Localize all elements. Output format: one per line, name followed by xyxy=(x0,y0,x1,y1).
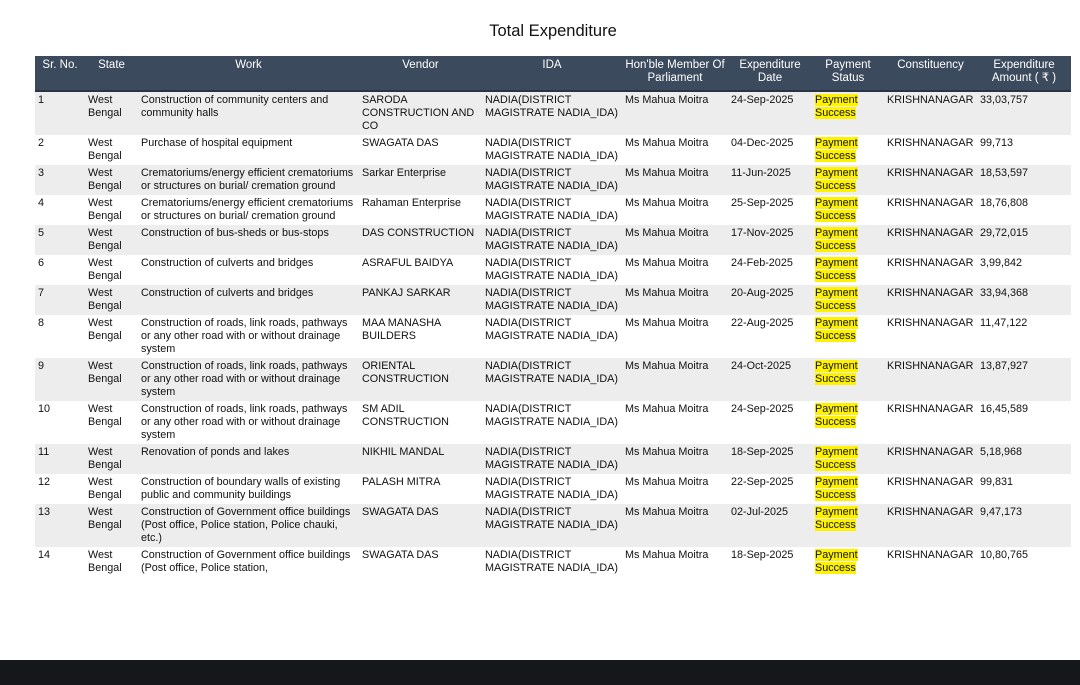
cell-sr-no: 6 xyxy=(35,255,85,285)
cell-sr-no: 7 xyxy=(35,285,85,315)
cell-vendor: ORIENTAL CONSTRUCTION xyxy=(359,358,482,401)
cell-work: Construction of bus-sheds or bus-stops xyxy=(138,225,359,255)
payment-status-badge: Payment Success xyxy=(815,403,858,428)
cell-expenditure-amount: 13,87,927 xyxy=(977,358,1071,401)
cell-vendor: ASRAFUL BAIDYA xyxy=(359,255,482,285)
payment-status-badge: Payment Success xyxy=(815,167,858,192)
table-row xyxy=(35,315,1071,358)
cell-state: West Bengal xyxy=(85,225,138,255)
payment-status-badge: Payment Success xyxy=(815,197,858,222)
cell-payment-status xyxy=(812,358,884,401)
cell-expenditure-date: 24-Sep-2025 xyxy=(728,401,812,444)
cell-state: West Bengal xyxy=(85,401,138,444)
cell-expenditure-date: 24-Oct-2025 xyxy=(728,358,812,401)
cell-payment-status xyxy=(812,165,884,195)
table-row xyxy=(35,285,1071,315)
cell-member-of-parliament: Ms Mahua Moitra xyxy=(622,195,728,225)
cell-ida: NADIA(DISTRICT MAGISTRATE NADIA_IDA) xyxy=(482,255,622,285)
cell-expenditure-date: 22-Sep-2025 xyxy=(728,474,812,504)
cell-member-of-parliament: Ms Mahua Moitra xyxy=(622,255,728,285)
page-title: Total Expenditure xyxy=(489,22,617,40)
cell-work: Construction of Government office buildings (Post office, Police station, Police chauki, etc.) xyxy=(138,504,359,547)
col-header-constituency: Constituency xyxy=(884,56,977,91)
cell-vendor: SWAGATA DAS xyxy=(359,135,482,165)
table-row xyxy=(35,165,1071,195)
cell-payment-status xyxy=(812,401,884,444)
cell-member-of-parliament: Ms Mahua Moitra xyxy=(622,504,728,547)
cell-member-of-parliament: Ms Mahua Moitra xyxy=(622,358,728,401)
cell-member-of-parliament: Ms Mahua Moitra xyxy=(622,225,728,255)
cell-constituency: KRISHNANAGAR xyxy=(884,91,977,135)
table-row xyxy=(35,255,1071,285)
col-header-ida: IDA xyxy=(482,56,622,91)
cell-state: West Bengal xyxy=(85,444,138,474)
cell-member-of-parliament: Ms Mahua Moitra xyxy=(622,285,728,315)
cell-constituency: KRISHNANAGAR xyxy=(884,225,977,255)
cell-state: West Bengal xyxy=(85,358,138,401)
cell-work: Construction of roads, link roads, pathways or any other road with or without drainage system xyxy=(138,401,359,444)
cell-work: Construction of roads, link roads, pathways or any other road with or without drainage system xyxy=(138,315,359,358)
cell-constituency: KRISHNANAGAR xyxy=(884,135,977,165)
cell-work: Construction of culverts and bridges xyxy=(138,285,359,315)
cell-state: West Bengal xyxy=(85,195,138,225)
cell-state: West Bengal xyxy=(85,91,138,135)
cell-work: Crematoriums/energy efficient crematoriums or structures on burial/ cremation ground xyxy=(138,165,359,195)
cell-vendor: NIKHIL MANDAL xyxy=(359,444,482,474)
cell-ida: NADIA(DISTRICT MAGISTRATE NADIA_IDA) xyxy=(482,315,622,358)
cell-expenditure-amount: 10,80,765 xyxy=(977,547,1071,577)
cell-expenditure-amount: 33,94,368 xyxy=(977,285,1071,315)
cell-state: West Bengal xyxy=(85,547,138,577)
cell-ida: NADIA(DISTRICT MAGISTRATE NADIA_IDA) xyxy=(482,91,622,135)
cell-expenditure-date: 20-Aug-2025 xyxy=(728,285,812,315)
payment-status-badge: Payment Success xyxy=(815,446,858,471)
col-header-member-of-parliament: Hon'ble Member Of Parliament xyxy=(622,56,728,91)
cell-member-of-parliament: Ms Mahua Moitra xyxy=(622,315,728,358)
cell-payment-status xyxy=(812,547,884,577)
cell-work: Purchase of hospital equipment xyxy=(138,135,359,165)
cell-member-of-parliament: Ms Mahua Moitra xyxy=(622,135,728,165)
cell-expenditure-amount: 18,53,597 xyxy=(977,165,1071,195)
cell-payment-status xyxy=(812,225,884,255)
cell-sr-no: 8 xyxy=(35,315,85,358)
cell-work: Crematoriums/energy efficient crematoriums or structures on burial/ cremation ground xyxy=(138,195,359,225)
table-row xyxy=(35,401,1071,444)
cell-member-of-parliament: Ms Mahua Moitra xyxy=(622,165,728,195)
cell-payment-status xyxy=(812,285,884,315)
cell-constituency: KRISHNANAGAR xyxy=(884,401,977,444)
cell-work: Construction of culverts and bridges xyxy=(138,255,359,285)
cell-sr-no: 13 xyxy=(35,504,85,547)
cell-expenditure-amount: 99,831 xyxy=(977,474,1071,504)
cell-expenditure-amount: 18,76,808 xyxy=(977,195,1071,225)
cell-expenditure-amount: 33,03,757 xyxy=(977,91,1071,135)
cell-vendor: PALASH MITRA xyxy=(359,474,482,504)
cell-sr-no: 5 xyxy=(35,225,85,255)
table-header-row xyxy=(35,56,1071,91)
cell-ida: NADIA(DISTRICT MAGISTRATE NADIA_IDA) xyxy=(482,285,622,315)
col-header-expenditure-amount: Expenditure Amount ( ₹ ) xyxy=(977,56,1071,91)
payment-status-badge: Payment Success xyxy=(815,94,858,119)
cell-member-of-parliament: Ms Mahua Moitra xyxy=(622,401,728,444)
cell-member-of-parliament: Ms Mahua Moitra xyxy=(622,474,728,504)
cell-payment-status xyxy=(812,255,884,285)
col-header-expenditure-date: Expenditure Date xyxy=(728,56,812,91)
cell-expenditure-amount: 3,99,842 xyxy=(977,255,1071,285)
cell-payment-status xyxy=(812,135,884,165)
cell-state: West Bengal xyxy=(85,504,138,547)
cell-vendor: PANKAJ SARKAR xyxy=(359,285,482,315)
cell-work: Construction of Government office buildings (Post office, Police station, xyxy=(138,547,359,577)
payment-status-badge: Payment Success xyxy=(815,476,858,501)
table-row xyxy=(35,225,1071,255)
cell-ida: NADIA(DISTRICT MAGISTRATE NADIA_IDA) xyxy=(482,135,622,165)
table-row xyxy=(35,504,1071,547)
cell-constituency: KRISHNANAGAR xyxy=(884,547,977,577)
table-row xyxy=(35,474,1071,504)
cell-expenditure-date: 17-Nov-2025 xyxy=(728,225,812,255)
cell-payment-status xyxy=(812,504,884,547)
cell-work: Construction of roads, link roads, pathways or any other road with or without drainage system xyxy=(138,358,359,401)
payment-status-badge: Payment Success xyxy=(815,317,858,342)
table-body xyxy=(35,91,1071,577)
expenditure-table xyxy=(35,56,1071,577)
cell-ida: NADIA(DISTRICT MAGISTRATE NADIA_IDA) xyxy=(482,358,622,401)
cell-expenditure-date: 25-Sep-2025 xyxy=(728,195,812,225)
cell-payment-status xyxy=(812,315,884,358)
cell-state: West Bengal xyxy=(85,165,138,195)
payment-status-badge: Payment Success xyxy=(815,257,858,282)
cell-member-of-parliament: Ms Mahua Moitra xyxy=(622,547,728,577)
cell-ida: NADIA(DISTRICT MAGISTRATE NADIA_IDA) xyxy=(482,547,622,577)
cell-state: West Bengal xyxy=(85,285,138,315)
cell-payment-status xyxy=(812,195,884,225)
cell-state: West Bengal xyxy=(85,474,138,504)
cell-expenditure-date: 24-Sep-2025 xyxy=(728,91,812,135)
cell-vendor: Rahaman Enterprise xyxy=(359,195,482,225)
cell-member-of-parliament: Ms Mahua Moitra xyxy=(622,444,728,474)
cell-constituency: KRISHNANAGAR xyxy=(884,255,977,285)
payment-status-badge: Payment Success xyxy=(815,137,858,162)
col-header-state: State xyxy=(85,56,138,91)
cell-vendor: SWAGATA DAS xyxy=(359,547,482,577)
cell-vendor: MAA MANASHA BUILDERS xyxy=(359,315,482,358)
col-header-sr-no: Sr. No. xyxy=(35,56,85,91)
cell-expenditure-amount: 9,47,173 xyxy=(977,504,1071,547)
cell-expenditure-amount: 16,45,589 xyxy=(977,401,1071,444)
cell-expenditure-amount: 99,713 xyxy=(977,135,1071,165)
table-row xyxy=(35,91,1071,135)
table-row xyxy=(35,195,1071,225)
cell-state: West Bengal xyxy=(85,255,138,285)
cell-expenditure-date: 02-Jul-2025 xyxy=(728,504,812,547)
cell-payment-status xyxy=(812,91,884,135)
cell-expenditure-date: 22-Aug-2025 xyxy=(728,315,812,358)
cell-vendor: DAS CONSTRUCTION xyxy=(359,225,482,255)
cell-payment-status xyxy=(812,444,884,474)
cell-ida: NADIA(DISTRICT MAGISTRATE NADIA_IDA) xyxy=(482,504,622,547)
payment-status-badge: Payment Success xyxy=(815,506,858,531)
cell-sr-no: 4 xyxy=(35,195,85,225)
cell-sr-no: 12 xyxy=(35,474,85,504)
cell-sr-no: 9 xyxy=(35,358,85,401)
cell-sr-no: 2 xyxy=(35,135,85,165)
cell-constituency: KRISHNANAGAR xyxy=(884,285,977,315)
cell-constituency: KRISHNANAGAR xyxy=(884,165,977,195)
cell-member-of-parliament: Ms Mahua Moitra xyxy=(622,91,728,135)
cell-sr-no: 11 xyxy=(35,444,85,474)
table-row xyxy=(35,135,1071,165)
cell-expenditure-date: 11-Jun-2025 xyxy=(728,165,812,195)
cell-constituency: KRISHNANAGAR xyxy=(884,358,977,401)
cell-expenditure-date: 24-Feb-2025 xyxy=(728,255,812,285)
cell-constituency: KRISHNANAGAR xyxy=(884,474,977,504)
cell-vendor: SARODA CONSTRUCTION AND CO xyxy=(359,91,482,135)
table-row xyxy=(35,444,1071,474)
col-header-vendor: Vendor xyxy=(359,56,482,91)
cell-expenditure-date: 04-Dec-2025 xyxy=(728,135,812,165)
payment-status-badge: Payment Success xyxy=(815,227,858,252)
cell-constituency: KRISHNANAGAR xyxy=(884,444,977,474)
cell-ida: NADIA(DISTRICT MAGISTRATE NADIA_IDA) xyxy=(482,225,622,255)
cell-expenditure-amount: 29,72,015 xyxy=(977,225,1071,255)
cell-ida: NADIA(DISTRICT MAGISTRATE NADIA_IDA) xyxy=(482,401,622,444)
cell-vendor: SM ADIL CONSTRUCTION xyxy=(359,401,482,444)
cell-ida: NADIA(DISTRICT MAGISTRATE NADIA_IDA) xyxy=(482,165,622,195)
col-header-work: Work xyxy=(138,56,359,91)
cell-state: West Bengal xyxy=(85,315,138,358)
cell-state: West Bengal xyxy=(85,135,138,165)
cell-payment-status xyxy=(812,474,884,504)
cell-work: Construction of community centers and community halls xyxy=(138,91,359,135)
cell-sr-no: 1 xyxy=(35,91,85,135)
cell-constituency: KRISHNANAGAR xyxy=(884,195,977,225)
cell-constituency: KRISHNANAGAR xyxy=(884,504,977,547)
col-header-payment-status: Payment Status xyxy=(812,56,884,91)
cell-ida: NADIA(DISTRICT MAGISTRATE NADIA_IDA) xyxy=(482,474,622,504)
cell-expenditure-date: 18-Sep-2025 xyxy=(728,547,812,577)
cell-vendor: Sarkar Enterprise xyxy=(359,165,482,195)
cell-sr-no: 14 xyxy=(35,547,85,577)
cell-ida: NADIA(DISTRICT MAGISTRATE NADIA_IDA) xyxy=(482,444,622,474)
payment-status-badge: Payment Success xyxy=(815,549,858,574)
cell-constituency: KRISHNANAGAR xyxy=(884,315,977,358)
cell-ida: NADIA(DISTRICT MAGISTRATE NADIA_IDA) xyxy=(482,195,622,225)
payment-status-badge: Payment Success xyxy=(815,287,858,312)
cell-vendor: SWAGATA DAS xyxy=(359,504,482,547)
cell-sr-no: 3 xyxy=(35,165,85,195)
bottom-bar xyxy=(0,660,1080,685)
table-row xyxy=(35,547,1071,577)
cell-work: Construction of boundary walls of existing public and community buildings xyxy=(138,474,359,504)
cell-work: Renovation of ponds and lakes xyxy=(138,444,359,474)
cell-expenditure-amount: 11,47,122 xyxy=(977,315,1071,358)
cell-sr-no: 10 xyxy=(35,401,85,444)
cell-expenditure-amount: 5,18,968 xyxy=(977,444,1071,474)
cell-expenditure-date: 18-Sep-2025 xyxy=(728,444,812,474)
table-row xyxy=(35,358,1071,401)
payment-status-badge: Payment Success xyxy=(815,360,858,385)
